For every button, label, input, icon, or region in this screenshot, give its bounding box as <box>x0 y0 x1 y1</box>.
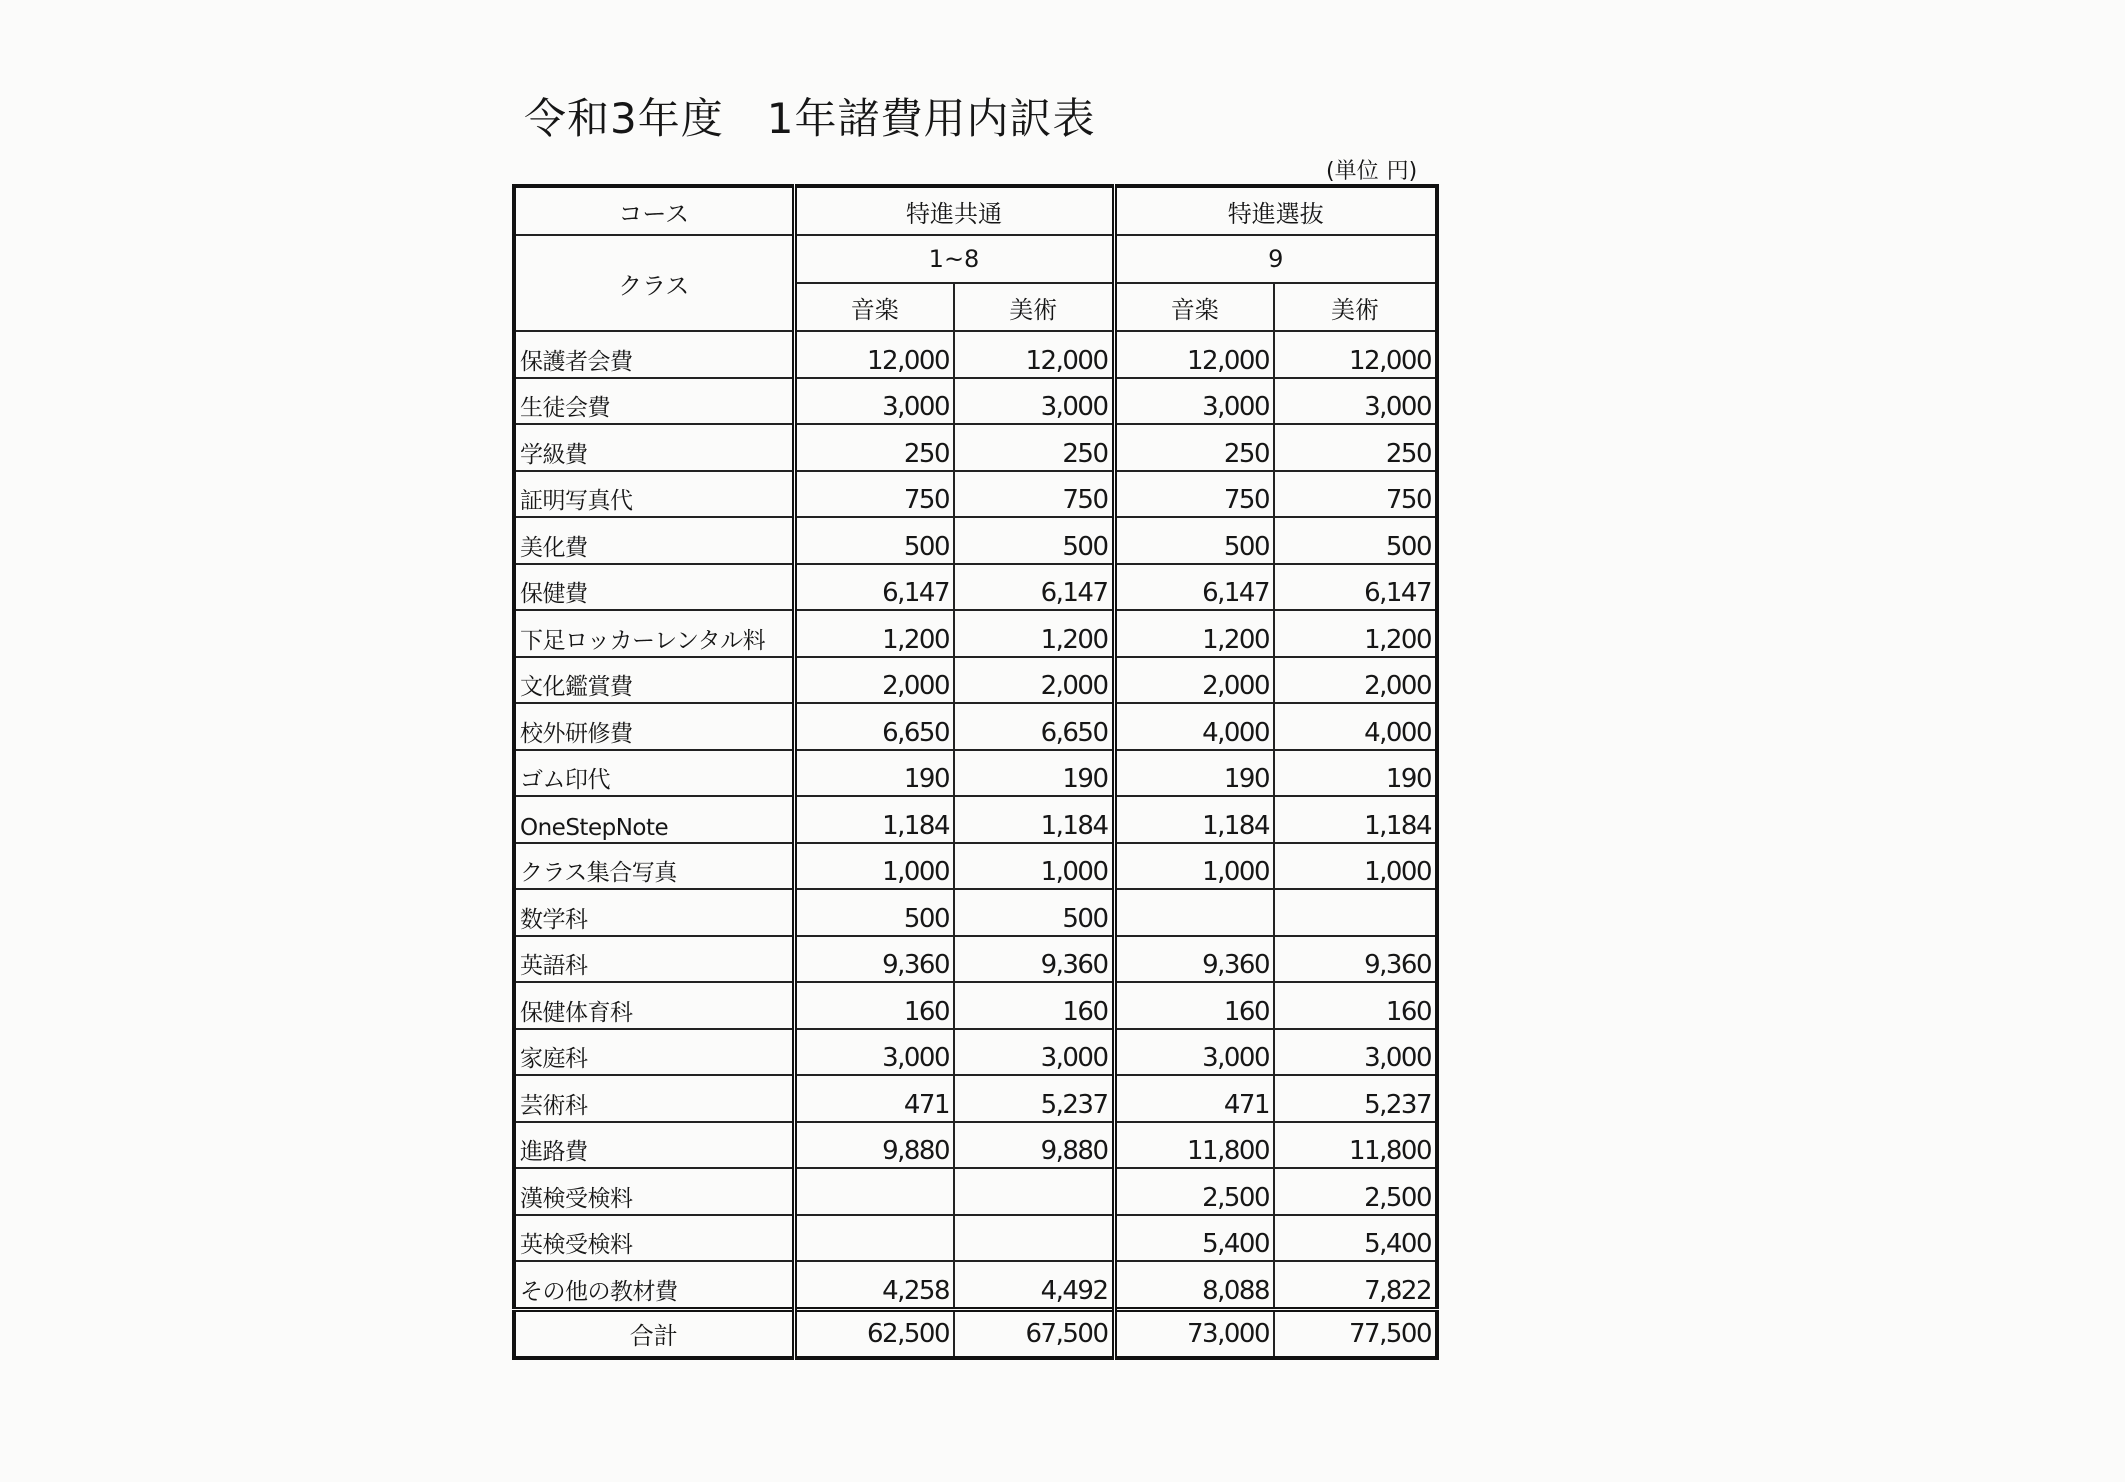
amount-cell: 9,360 <box>1274 936 1437 983</box>
course-header-row <box>514 186 1437 235</box>
amount-cell: 7,822 <box>1274 1261 1437 1309</box>
amount-cell: 250 <box>1114 424 1274 471</box>
row-label: 保健費 <box>514 564 794 611</box>
amount-cell: 500 <box>794 889 954 936</box>
amount-cell: 5,237 <box>1274 1075 1437 1122</box>
row-label: 証明写真代 <box>514 471 794 518</box>
amount-cell: 250 <box>794 424 954 471</box>
amount-cell: 2,000 <box>954 657 1114 704</box>
amount-cell: 6,147 <box>1114 564 1274 611</box>
amount-cell: 11,800 <box>1114 1122 1274 1169</box>
amount-cell: 9,360 <box>954 936 1114 983</box>
amount-cell: 250 <box>1274 424 1437 471</box>
amount-cell: 3,000 <box>1274 1029 1437 1076</box>
amount-cell: 9,880 <box>954 1122 1114 1169</box>
amount-cell: 471 <box>794 1075 954 1122</box>
course-header-2: 特進選抜 <box>1114 186 1437 235</box>
unit-label: (単位 <box>1326 159 1379 184</box>
total-amount-cell: 62,500 <box>794 1309 954 1358</box>
amount-cell: 160 <box>1274 982 1437 1029</box>
table-row <box>514 936 1437 983</box>
amount-cell: 3,000 <box>794 1029 954 1076</box>
amount-cell: 2,000 <box>1274 657 1437 704</box>
amount-cell: 500 <box>1274 517 1437 564</box>
amount-cell: 5,400 <box>1274 1215 1437 1262</box>
amount-cell: 11,800 <box>1274 1122 1437 1169</box>
amount-cell: 2,000 <box>794 657 954 704</box>
table-row <box>514 517 1437 564</box>
amount-cell: 750 <box>1274 471 1437 518</box>
amount-cell: 12,000 <box>794 331 954 378</box>
amount-cell <box>954 1168 1114 1215</box>
table-body <box>514 186 1437 1358</box>
row-label: OneStepNote <box>514 796 794 843</box>
amount-cell <box>1114 889 1274 936</box>
amount-cell: 2,000 <box>1114 657 1274 704</box>
course-header-label: コース <box>514 186 794 235</box>
amount-cell: 160 <box>794 982 954 1029</box>
row-label: クラス集合写真 <box>514 843 794 890</box>
amount-cell <box>794 1168 954 1215</box>
unit-value: 円) <box>1386 159 1418 184</box>
class-header-1: 1~8 <box>794 235 1114 283</box>
amount-cell: 8,088 <box>1114 1261 1274 1309</box>
amount-cell: 9,360 <box>1114 936 1274 983</box>
amount-cell: 12,000 <box>1114 331 1274 378</box>
row-label: 家庭科 <box>514 1029 794 1076</box>
amount-cell: 3,000 <box>1274 378 1437 425</box>
amount-cell: 3,000 <box>1114 1029 1274 1076</box>
amount-cell: 500 <box>1114 517 1274 564</box>
amount-cell: 750 <box>954 471 1114 518</box>
amount-cell: 1,000 <box>954 843 1114 890</box>
subject-header: 音楽 <box>794 283 954 331</box>
amount-cell: 4,000 <box>1114 703 1274 750</box>
table-row <box>514 1168 1437 1215</box>
unit-note <box>1322 154 1421 185</box>
document-title: 令和3年度 1年諸費用内訳表 <box>524 94 1096 143</box>
amount-cell: 4,000 <box>1274 703 1437 750</box>
table-row <box>514 1215 1437 1262</box>
total-amount-cell: 67,500 <box>954 1309 1114 1358</box>
amount-cell: 12,000 <box>954 331 1114 378</box>
amount-cell: 500 <box>794 517 954 564</box>
amount-cell: 3,000 <box>794 378 954 425</box>
table-row <box>514 1122 1437 1169</box>
amount-cell: 500 <box>954 889 1114 936</box>
amount-cell: 4,258 <box>794 1261 954 1309</box>
amount-cell: 6,650 <box>794 703 954 750</box>
row-label: 保護者会費 <box>514 331 794 378</box>
amount-cell: 9,360 <box>794 936 954 983</box>
table-row <box>514 1029 1437 1076</box>
total-amount-cell: 77,500 <box>1274 1309 1437 1358</box>
amount-cell: 1,000 <box>1114 843 1274 890</box>
row-label: 英語科 <box>514 936 794 983</box>
subject-header: 美術 <box>954 283 1114 331</box>
row-label: 学級費 <box>514 424 794 471</box>
row-label: 英検受検料 <box>514 1215 794 1262</box>
total-amount-cell: 73,000 <box>1114 1309 1274 1358</box>
table-row <box>514 982 1437 1029</box>
amount-cell: 1,000 <box>794 843 954 890</box>
table-row <box>514 331 1437 378</box>
amount-cell: 750 <box>794 471 954 518</box>
amount-cell: 250 <box>954 424 1114 471</box>
amount-cell: 160 <box>1114 982 1274 1029</box>
amount-cell: 190 <box>794 750 954 797</box>
total-label: 合計 <box>514 1309 794 1358</box>
amount-cell: 12,000 <box>1274 331 1437 378</box>
amount-cell: 1,200 <box>1274 610 1437 657</box>
amount-cell: 190 <box>1274 750 1437 797</box>
table-row <box>514 843 1437 890</box>
row-label: 文化鑑賞費 <box>514 657 794 704</box>
amount-cell: 750 <box>1114 471 1274 518</box>
amount-cell: 1,200 <box>1114 610 1274 657</box>
class-header-label: クラス <box>514 235 794 331</box>
amount-cell: 2,500 <box>1114 1168 1274 1215</box>
row-label: 校外研修費 <box>514 703 794 750</box>
amount-cell: 9,880 <box>794 1122 954 1169</box>
amount-cell: 160 <box>954 982 1114 1029</box>
total-row <box>514 1309 1437 1358</box>
amount-cell: 6,650 <box>954 703 1114 750</box>
table-row <box>514 471 1437 518</box>
amount-cell: 190 <box>1114 750 1274 797</box>
amount-cell: 500 <box>954 517 1114 564</box>
class-header-row <box>514 235 1437 283</box>
cost-breakdown-table <box>512 184 1439 1360</box>
table-row <box>514 750 1437 797</box>
row-label: 漢検受検料 <box>514 1168 794 1215</box>
amount-cell: 6,147 <box>794 564 954 611</box>
amount-cell: 1,000 <box>1274 843 1437 890</box>
row-label: 保健体育科 <box>514 982 794 1029</box>
amount-cell <box>794 1215 954 1262</box>
table-row <box>514 657 1437 704</box>
table-row <box>514 610 1437 657</box>
table-row <box>514 1261 1437 1309</box>
amount-cell: 5,237 <box>954 1075 1114 1122</box>
subject-header: 美術 <box>1274 283 1437 331</box>
amount-cell: 1,200 <box>954 610 1114 657</box>
row-label: 進路費 <box>514 1122 794 1169</box>
amount-cell: 471 <box>1114 1075 1274 1122</box>
table-row <box>514 378 1437 425</box>
row-label: 芸術科 <box>514 1075 794 1122</box>
amount-cell: 3,000 <box>1114 378 1274 425</box>
amount-cell: 4,492 <box>954 1261 1114 1309</box>
course-header-1: 特進共通 <box>794 186 1114 235</box>
amount-cell: 5,400 <box>1114 1215 1274 1262</box>
table-row <box>514 889 1437 936</box>
amount-cell: 1,184 <box>1114 796 1274 843</box>
amount-cell: 190 <box>954 750 1114 797</box>
table-row <box>514 564 1437 611</box>
subject-header: 音楽 <box>1114 283 1274 331</box>
table-row <box>514 1075 1437 1122</box>
amount-cell: 6,147 <box>954 564 1114 611</box>
amount-cell <box>1274 889 1437 936</box>
amount-cell: 2,500 <box>1274 1168 1437 1215</box>
table-row <box>514 796 1437 843</box>
row-label: 生徒会費 <box>514 378 794 425</box>
amount-cell: 1,184 <box>1274 796 1437 843</box>
table-row <box>514 424 1437 471</box>
amount-cell: 3,000 <box>954 378 1114 425</box>
amount-cell <box>954 1215 1114 1262</box>
row-label: 下足ロッカーレンタル料 <box>514 610 794 657</box>
table-row <box>514 703 1437 750</box>
amount-cell: 6,147 <box>1274 564 1437 611</box>
row-label: ゴム印代 <box>514 750 794 797</box>
row-label: 数学科 <box>514 889 794 936</box>
class-header-2: 9 <box>1114 235 1437 283</box>
amount-cell: 1,200 <box>794 610 954 657</box>
row-label: その他の教材費 <box>514 1261 794 1309</box>
amount-cell: 3,000 <box>954 1029 1114 1076</box>
amount-cell: 1,184 <box>794 796 954 843</box>
amount-cell: 1,184 <box>954 796 1114 843</box>
row-label: 美化費 <box>514 517 794 564</box>
